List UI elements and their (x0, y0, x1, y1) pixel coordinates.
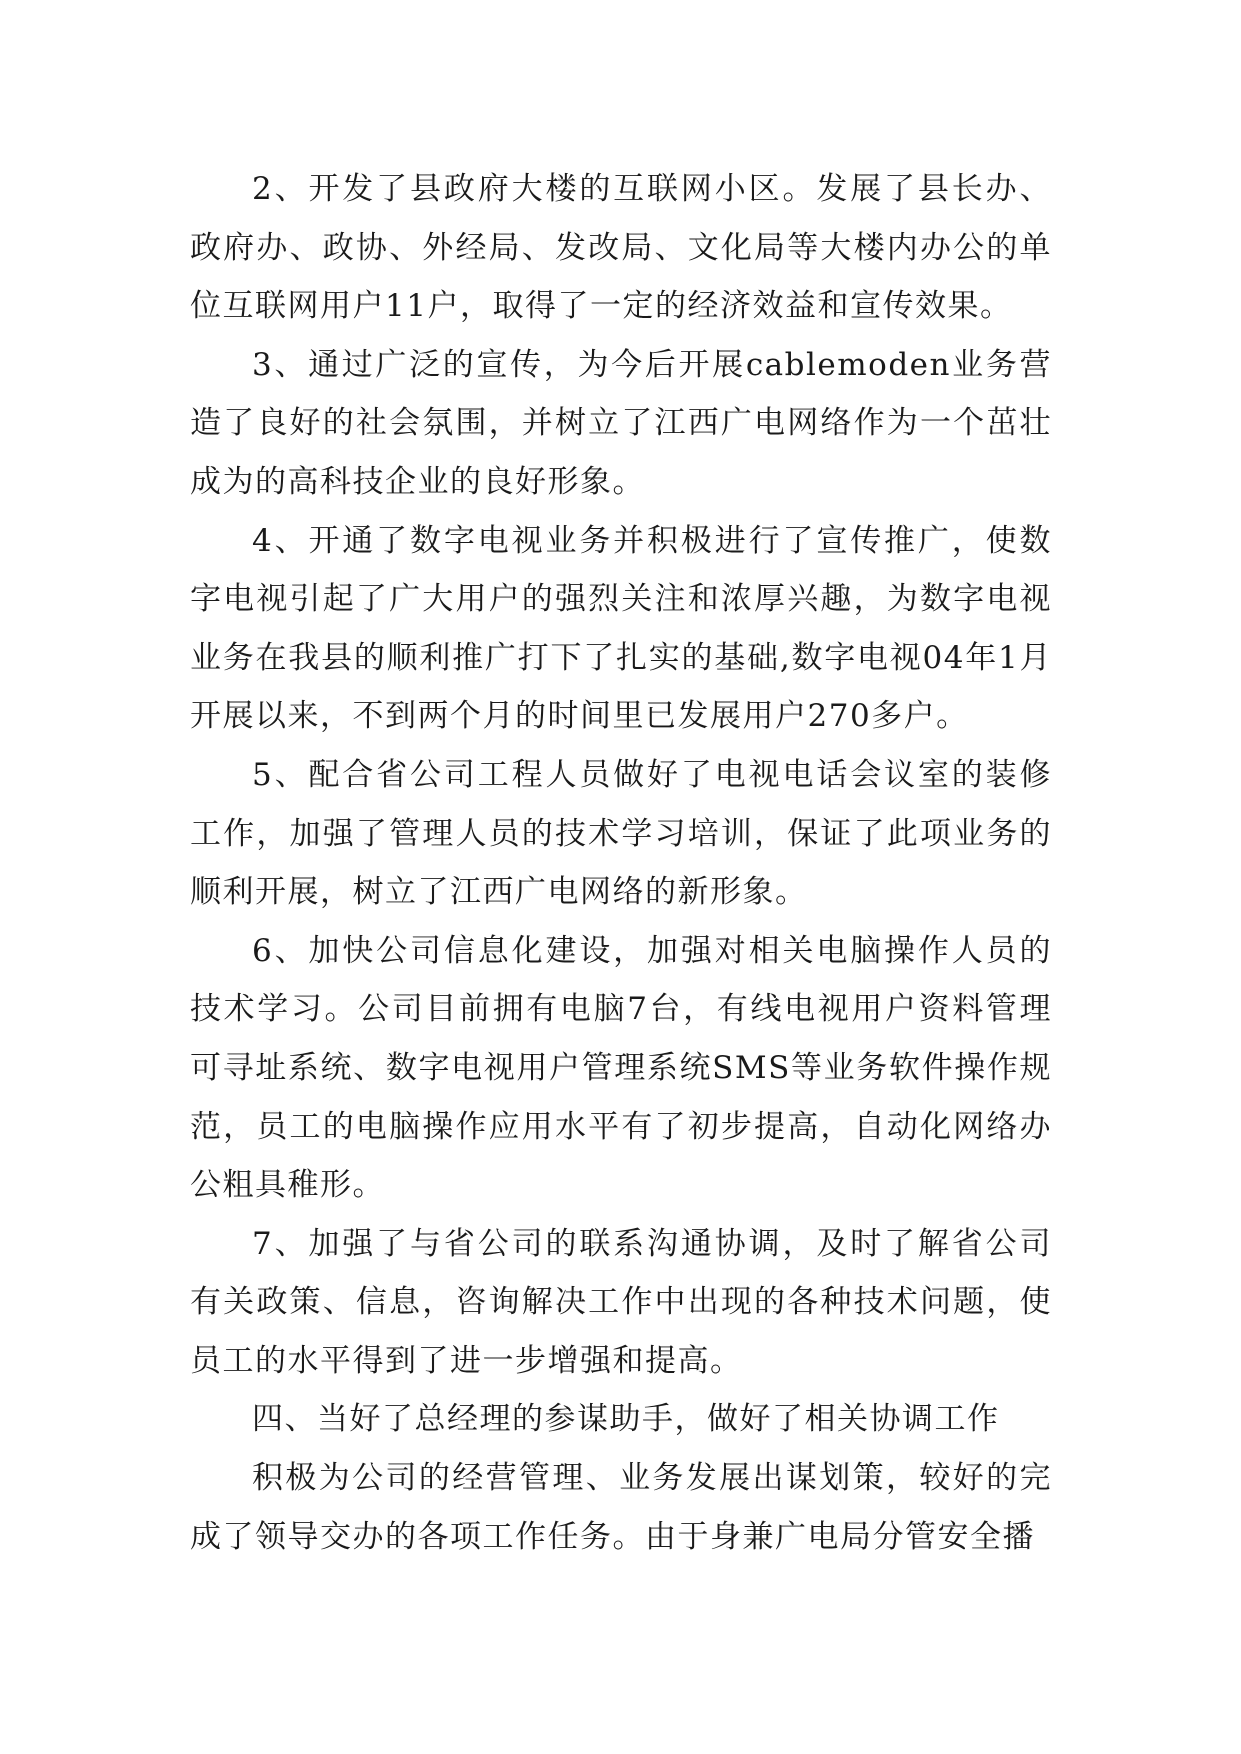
paragraph-item-3: 3、通过广泛的宣传，为今后开展cablemoden业务营造了良好的社会氛围，并树立了江西广电网络作为一个茁壮成为的高科技企业的良好形象。 (190, 346, 1052, 500)
section-heading-4: 四、当好了总经理的参谋助手，做好了相关协调工作 (252, 1401, 1000, 1438)
paragraph-item-4: 4、开通了数字电视业务并积极进行了宣传推广，使数字电视引起了广大用户的强烈关注和浓厚兴趣，为数字电视业务在我县的顺利推广打下了扎实的基础,数字电视04年1月开展以来，不到两个月的时间里已发展用户270多户。 (190, 522, 1052, 735)
paragraph-item-6: 6、加快公司信息化建设，加强对相关电脑操作人员的技术学习。公司目前拥有电脑7台，有线电视用户资料管理可寻址系统、数字电视用户管理系统SMS等业务软件操作规范，员工的电脑操作应用水平有了初步提高，自动化网络办公粗具稚形。 (190, 932, 1052, 1204)
paragraph-item-5: 5、配合省公司工程人员做好了电视电话会议室的装修工作，加强了管理人员的技术学习培训，保证了此项业务的顺利开展，树立了江西广电网络的新形象。 (190, 756, 1052, 911)
paragraph-item-7: 7、加强了与省公司的联系沟通协调，及时了解省公司有关政策、信息，咨询解决工作中出现的各种技术问题，使员工的水平得到了进一步增强和提高。 (190, 1225, 1052, 1379)
paragraph-section-4-body: 积极为公司的经营管理、业务发展出谋划策，较好的完成了领导交办的各项工作任务。由于身兼广电局分管安全播 (190, 1460, 1052, 1555)
document-page (190, 160, 1052, 1566)
paragraph-item-2: 2、开发了县政府大楼的互联网小区。发展了县长办、政府办、政协、外经局、发改局、文化局等大楼内办公的单位互联网用户11户，取得了一定的经济效益和宣传效果。 (190, 171, 1052, 325)
